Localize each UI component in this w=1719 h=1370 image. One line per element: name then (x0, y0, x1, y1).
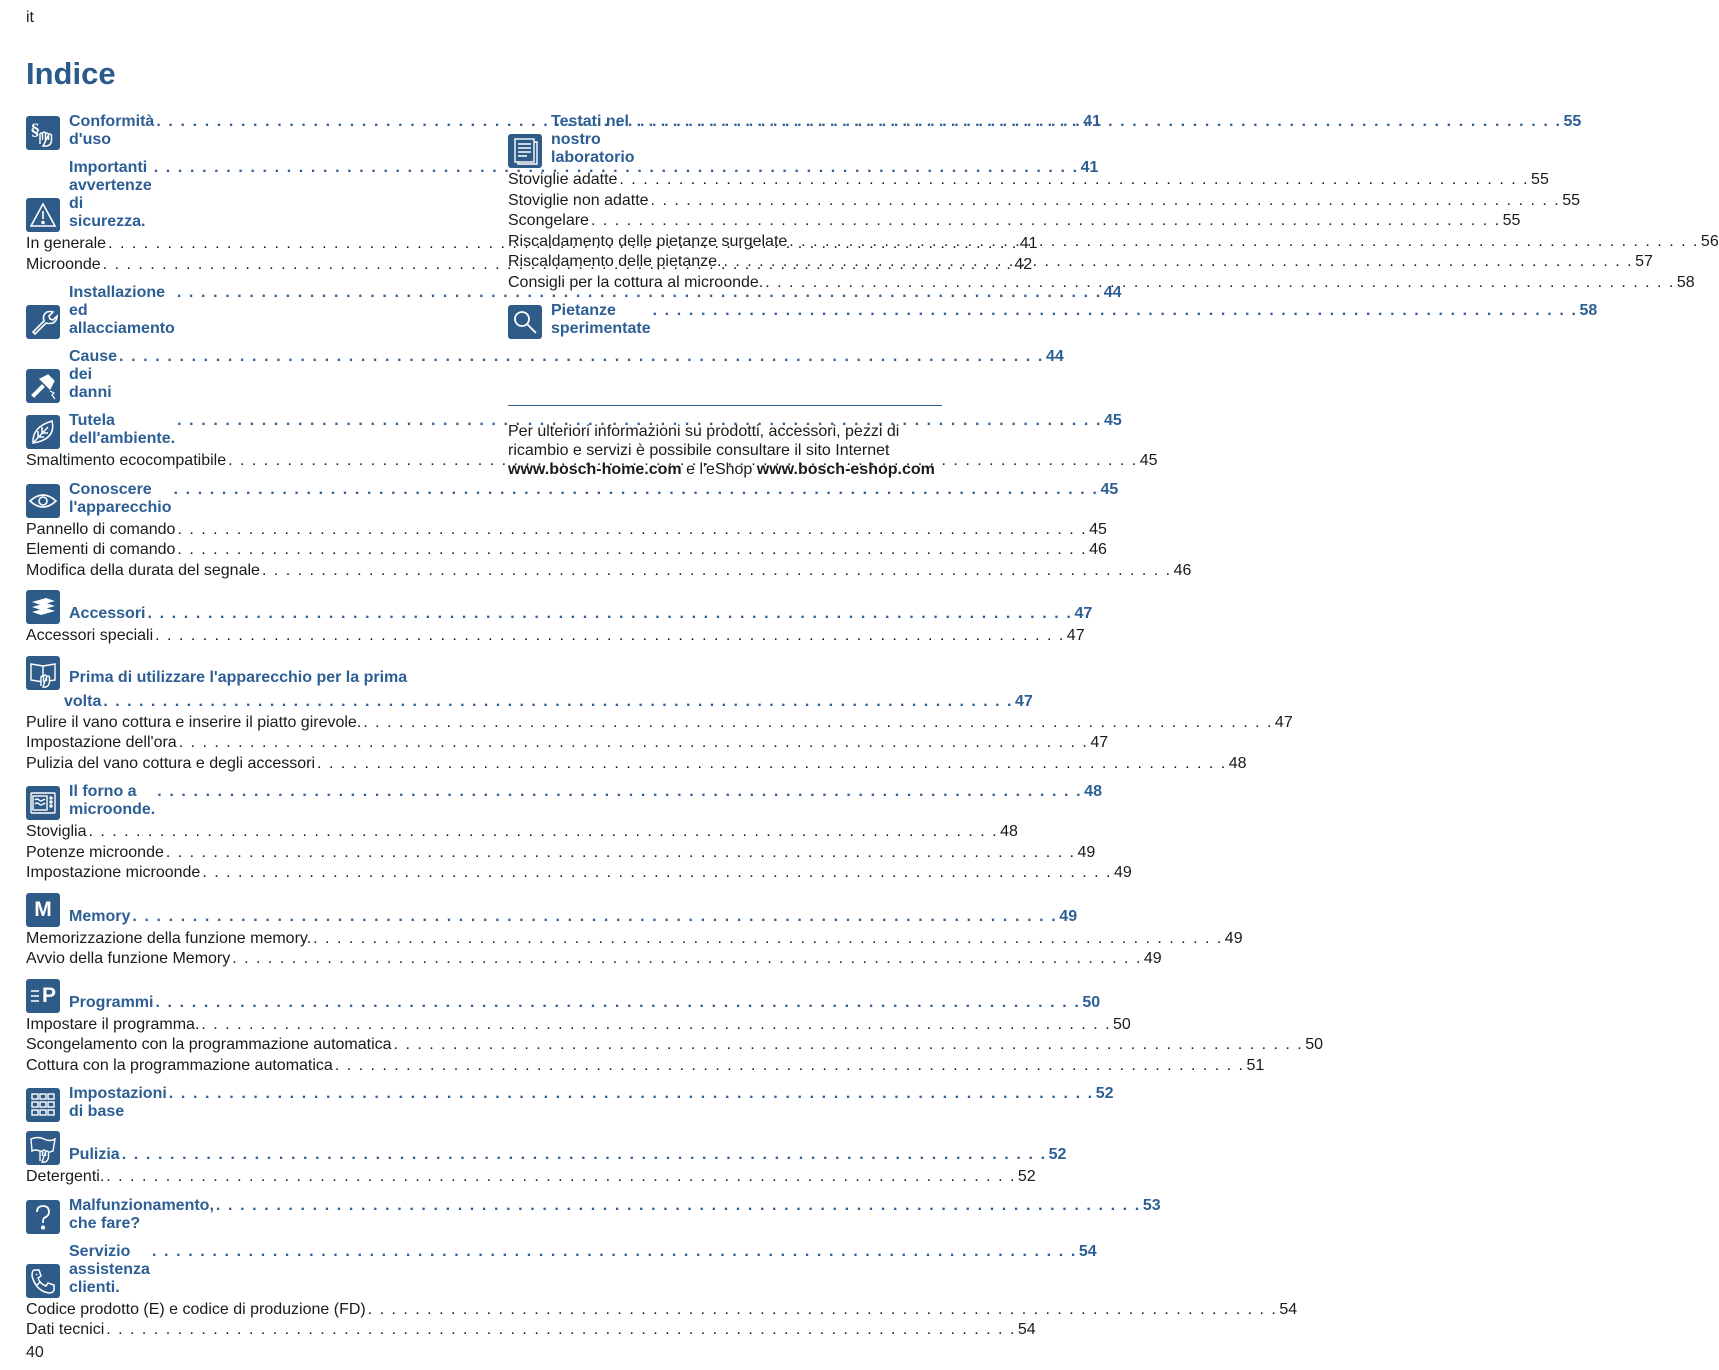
toc-section-heading[interactable] (26, 480, 1119, 518)
toc-section-title: Memory (69, 907, 131, 925)
dot-leader (368, 1300, 1278, 1321)
dot-leader (119, 348, 1044, 366)
toc-section-page: 41 (1083, 113, 1102, 130)
dot-leader (179, 733, 1089, 754)
toc-entry-label: Memorizzazione della funzione memory. (26, 929, 312, 947)
toc-entry[interactable] (508, 170, 1549, 191)
toc-section (26, 1131, 1067, 1188)
toc-section (26, 1085, 1114, 1122)
dot-leader (166, 843, 1076, 864)
toc-entry-label: Riscaldamento delle pietanze. (508, 253, 722, 270)
page-number: 40 (26, 1344, 44, 1361)
warning-triangle-icon (26, 198, 60, 232)
toc-section-heading[interactable] (26, 979, 1101, 1013)
info-text-1: Per ulteriori informazioni su prodotti, accessori, pezzi di ricambio e servizi è possibile consultare il sito Internet (508, 423, 900, 459)
toc-section (508, 302, 1598, 339)
toc-section (26, 656, 1293, 775)
toc-section-page: 50 (1082, 993, 1101, 1011)
toc-entry-label: Dati tecnici (26, 1321, 105, 1338)
toc-entry-page: 49 (1077, 843, 1096, 861)
toc-section-heading[interactable] (26, 783, 1102, 820)
toc-entry-label: Pannello di comando (26, 520, 176, 538)
toc-entry-page: 49 (1143, 950, 1162, 967)
toc-section-title: Tutela dell'ambiente. (69, 412, 176, 447)
toc-entry-page: 52 (1017, 1168, 1036, 1185)
dot-leader (148, 605, 1073, 623)
toc-section-page: 49 (1059, 907, 1078, 925)
toc-section-page: 47 (1014, 692, 1033, 710)
toc-entry[interactable] (508, 191, 1580, 212)
toc-entry[interactable] (26, 929, 1243, 950)
toc-section-title: Pietanze sperimentate (551, 302, 651, 337)
toc-section-heading-continued[interactable] (64, 692, 1033, 711)
toc-entry-page: 42 (1014, 255, 1033, 273)
toc-entry-page: 55 (1502, 212, 1521, 229)
magnifier-icon (508, 305, 542, 339)
toc-section-title: Conoscere l'apparecchio (69, 480, 172, 516)
dot-leader (394, 1035, 1304, 1056)
toc-section-title: Importanti avvertenze di sicurezza. (69, 159, 152, 230)
question-mark-icon (26, 1200, 60, 1234)
toc-entry-page: 50 (1305, 1036, 1323, 1053)
icon-letter: M (34, 898, 52, 921)
icon-letter: P (41, 984, 56, 1007)
toc-section-heading[interactable] (26, 348, 1064, 403)
toc-section-page: 52 (1048, 1146, 1067, 1163)
toc-entry-page: 48 (1228, 754, 1247, 772)
toc-entry-page: 55 (1531, 171, 1549, 188)
toc-entry-label: Impostazione dell'ora (26, 734, 177, 751)
dot-leader (177, 520, 1087, 541)
language-tag: it (26, 9, 34, 26)
dot-leader (262, 561, 1172, 582)
toc-entry[interactable] (26, 1035, 1323, 1056)
toc-section-page: 48 (1084, 783, 1102, 800)
toc-section (26, 893, 1243, 970)
toc-entry-label: Riscaldamento delle pietanze surgelate (508, 232, 788, 250)
bosch-home-link[interactable]: www.bosch-home.com (508, 461, 682, 478)
divider (508, 405, 942, 406)
toc-section-page: 47 (1074, 605, 1093, 622)
toc-entry-page: 41 (1019, 235, 1038, 252)
toc-entry-page: 46 (1089, 541, 1107, 558)
dot-leader (155, 626, 1065, 647)
info-text-2: e l'eShop (681, 461, 757, 478)
dot-leader (152, 1243, 1077, 1261)
toc-section-heading[interactable] (26, 656, 459, 690)
dot-leader (155, 994, 1080, 1012)
toc-section-page: 44 (1045, 348, 1064, 365)
toc-entry-label: Pulizia del vano cottura e degli accessori (26, 754, 316, 772)
toc-section-page: 52 (1095, 1085, 1114, 1102)
toc-entry[interactable] (26, 713, 1293, 734)
toc-entry[interactable] (26, 540, 1107, 561)
toc-entry[interactable] (26, 822, 1018, 843)
toc-section-heading[interactable] (26, 1085, 1114, 1122)
keypad-grid-icon (26, 1088, 60, 1122)
toc-section-title-continued: volta (64, 692, 102, 710)
toc-entry-page: 50 (1113, 1015, 1131, 1033)
toc-entry-label: Pulire il vano cottura e inserire il piatto girevole. (26, 713, 362, 731)
toc-entry-page: 58 (1676, 273, 1695, 291)
toc-section-title: Cause dei danni (69, 348, 118, 401)
toc-entry[interactable] (26, 863, 1132, 884)
toc-entry-page: 56 (1700, 232, 1719, 250)
toc-section (26, 1196, 1161, 1234)
dot-leader (202, 863, 1112, 884)
toc-section-heading[interactable] (26, 1242, 1097, 1298)
dot-leader (317, 754, 1227, 775)
toc-entry[interactable] (26, 520, 1107, 541)
hammer-damage-icon (26, 369, 60, 403)
toc-section (26, 590, 1093, 647)
toc-section-heading[interactable] (26, 590, 1093, 624)
toc-entry-label: Smaltimento ecocompatibile (26, 452, 227, 469)
toc-entry-page: 54 (1279, 1300, 1298, 1318)
toc-section (26, 480, 1192, 582)
toc-entry-page: 47 (1090, 734, 1109, 751)
dot-leader (169, 1085, 1094, 1103)
book-hand-icon (26, 656, 60, 690)
dot-leader (174, 481, 1099, 499)
info-paragraph (508, 422, 942, 479)
toc-entry[interactable] (26, 1015, 1131, 1036)
toc-section (26, 783, 1132, 884)
toc-section-title: Prima di utilizzare l'apparecchio per la prima (69, 668, 408, 686)
toc-entry-page: 51 (1246, 1056, 1265, 1074)
toc-entry[interactable] (26, 733, 1109, 754)
toc-entry-label: Consigli per la cottura al microonde. (508, 273, 764, 291)
toc-entry-page: 55 (1562, 191, 1580, 209)
dot-leader (122, 1146, 1047, 1164)
toc-entry-label: Impostare il programma. (26, 1015, 200, 1033)
dot-leader (637, 113, 1562, 131)
toc-entry-label: Stoviglie non adatte (508, 191, 649, 209)
dot-leader (177, 540, 1087, 561)
toc-entry-label: Detergenti. (26, 1168, 105, 1185)
toc-section-page: 55 (1563, 113, 1582, 130)
dot-leader (591, 211, 1501, 232)
paragraph-hand-icon (26, 116, 60, 150)
toc-section-title: Accessori (69, 605, 146, 622)
toc-entry[interactable] (26, 949, 1162, 970)
toc-entry-page: 46 (1173, 561, 1192, 579)
toc-entry-page: 48 (1000, 823, 1018, 840)
toc-entry-label: Elementi di comando (26, 541, 176, 558)
dot-leader (157, 783, 1082, 801)
toc-section (26, 979, 1323, 1077)
dot-leader (619, 170, 1529, 191)
toc-entry-page: 47 (1066, 627, 1085, 644)
toc-entry-label: Microonde (26, 255, 101, 273)
toc-section-title: Impostazioni di base (69, 1085, 167, 1120)
dot-leader (789, 232, 1699, 253)
toc-entry-label: Impostazione microonde (26, 864, 201, 881)
toc-entry-page: 45 (1139, 452, 1158, 469)
toc-entry-page: 57 (1635, 253, 1653, 270)
toc-entry-label: Potenze microonde (26, 843, 164, 861)
toc-section (26, 348, 1064, 403)
toc-entry-label: Scongelare (508, 212, 589, 229)
toc-entry[interactable] (26, 1320, 1036, 1341)
dot-leader (653, 302, 1578, 320)
wrench-icon (26, 305, 60, 339)
toc-entry-label: Avvio della funzione Memory (26, 950, 231, 967)
toc-section-page: 54 (1078, 1242, 1097, 1260)
toc-entry-label: Codice prodotto (E) e codice di produzione (FD) (26, 1300, 366, 1318)
toc-entry-label: Modifica della durata del segnale (26, 561, 260, 579)
toc-section-title: Installazione ed allacciamento (69, 284, 175, 337)
accessories-stack-icon (26, 590, 60, 624)
toc-section-page: 53 (1142, 1196, 1161, 1214)
page-title: Indice (26, 56, 116, 91)
program-p-icon (26, 979, 60, 1013)
toc-section-title: Programmi (69, 993, 154, 1011)
toc-section-page: 45 (1100, 480, 1119, 498)
memory-m-icon (26, 893, 60, 927)
toc-section-page: 45 (1104, 412, 1122, 429)
dot-leader (723, 252, 1633, 273)
toc-section (26, 1242, 1298, 1341)
cloth-hand-icon (26, 1131, 60, 1165)
toc-entry-label: Accessori speciali (26, 627, 154, 644)
toc-entry[interactable] (508, 211, 1521, 232)
toc-section-title: Conformità d'uso (69, 113, 155, 148)
phone-handset-icon (26, 1264, 60, 1298)
microwave-oven-icon (26, 786, 60, 820)
toc-section-title: Testati nel nostro laboratorio (551, 113, 635, 166)
dot-leader (201, 1015, 1111, 1036)
dot-leader (765, 273, 1675, 294)
toc-entry-label: Stoviglia (26, 823, 87, 840)
toc-section-title: Pulizia (69, 1146, 120, 1163)
toc-section-title: Servizio assistenza clienti. (69, 1242, 150, 1296)
toc-section-heading[interactable] (26, 1196, 1161, 1234)
toc-entry-page: 49 (1113, 864, 1132, 881)
toc-entry[interactable] (26, 754, 1247, 775)
document-list-icon (508, 134, 542, 168)
toc-entry[interactable] (26, 843, 1096, 864)
eye-icon (26, 484, 60, 518)
toc-section-page: 58 (1579, 302, 1598, 319)
toc-entry[interactable] (26, 1167, 1036, 1188)
toc-entry[interactable] (26, 561, 1192, 582)
toc-section-heading[interactable] (26, 893, 1078, 927)
dot-leader (103, 693, 1013, 711)
dot-leader (132, 908, 1057, 926)
dot-leader (106, 1167, 1016, 1188)
dot-leader (651, 191, 1561, 212)
dot-leader (106, 1320, 1016, 1341)
toc-section-page: 41 (1080, 159, 1099, 176)
dot-leader (313, 929, 1223, 950)
toc-entry-page: 54 (1017, 1321, 1036, 1338)
dot-leader (88, 822, 998, 843)
dot-leader (232, 949, 1142, 970)
toc-entry-page: 49 (1224, 929, 1243, 947)
toc-entry-label: Scongelamento con la programmazione automatica (26, 1036, 392, 1053)
toc-entry-page: 47 (1274, 713, 1293, 731)
toc-entry-page: 45 (1089, 520, 1107, 538)
toc-entry[interactable] (26, 1056, 1265, 1077)
svg-text:§: § (31, 120, 40, 139)
toc-section-title: Malfunzionamento, che fare? (69, 1196, 214, 1232)
toc-section-heading[interactable] (508, 302, 1598, 339)
leaf-icon (26, 415, 60, 449)
toc-entry[interactable] (26, 1300, 1298, 1321)
toc-entry-label: In generale (26, 235, 107, 252)
dot-leader (335, 1056, 1245, 1077)
bosch-eshop-link[interactable]: www.bosch-eshop.com (756, 461, 935, 478)
dot-leader (363, 713, 1273, 734)
toc-entry-label: Cottura con la programmazione automatica (26, 1056, 333, 1074)
toc-entry[interactable] (26, 626, 1085, 647)
toc-section-heading[interactable] (26, 1131, 1067, 1165)
dot-leader (216, 1197, 1141, 1215)
toc-entry-label: Stoviglie adatte (508, 171, 618, 188)
toc-section-title: Il forno a microonde. (69, 783, 156, 818)
toc-section-page: 44 (1103, 284, 1122, 301)
